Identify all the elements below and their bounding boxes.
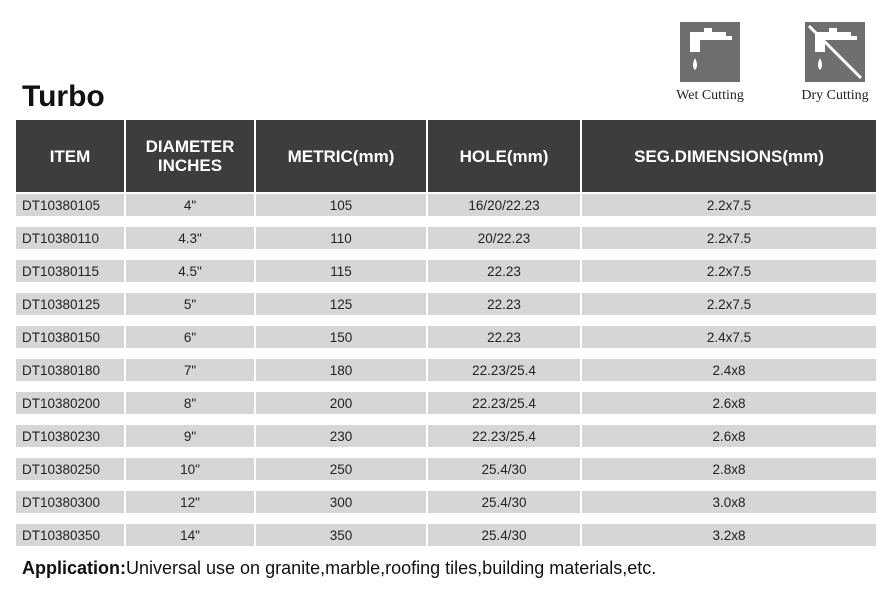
application-note [22,558,656,579]
cell-metric: 105 [254,192,426,227]
cell-item: DT10380150 [16,326,124,359]
application-label: Application: [22,558,126,578]
cell-seg-dimensions: 2.2x7.5 [580,293,876,326]
cell-item: DT10380115 [16,260,124,293]
cell-seg-dimensions: 2.2x7.5 [580,192,876,227]
cell-metric: 230 [254,425,426,458]
cell-seg-dimensions: 3.0x8 [580,491,876,524]
cell-diameter: 10" [124,458,254,491]
table-row [16,227,876,260]
cell-item: DT10380300 [16,491,124,524]
table-row [16,359,876,392]
cell-hole: 22.23 [426,326,580,359]
cell-seg-dimensions: 2.4x7.5 [580,326,876,359]
cell-diameter: 12" [124,491,254,524]
wet-cutting-badge [664,22,756,104]
cell-diameter: 4.5" [124,260,254,293]
cell-item: DT10380350 [16,524,124,557]
wet-cutting-label: Wet Cutting [676,88,744,103]
cell-hole: 22.23 [426,260,580,293]
cell-diameter: 7" [124,359,254,392]
cell-diameter: 9" [124,425,254,458]
cell-hole: 20/22.23 [426,227,580,260]
cell-seg-dimensions: 3.2x8 [580,524,876,557]
application-text: Universal use on granite,marble,roofing tiles,building materials,etc. [126,558,657,578]
cell-hole: 22.23/25.4 [426,392,580,425]
table-row [16,524,876,557]
cell-metric: 150 [254,326,426,359]
cell-diameter: 4" [124,192,254,227]
cell-seg-dimensions: 2.2x7.5 [580,260,876,293]
cell-metric: 200 [254,392,426,425]
cell-item: DT10380200 [16,392,124,425]
spec-table [16,120,876,557]
cell-item: DT10380250 [16,458,124,491]
table-row [16,260,876,293]
dry-cutting-icon [805,22,865,82]
cell-metric: 110 [254,227,426,260]
cell-metric: 125 [254,293,426,326]
cell-metric: 350 [254,524,426,557]
cell-metric: 300 [254,491,426,524]
cell-metric: 250 [254,458,426,491]
dry-cutting-label: Dry Cutting [801,88,869,103]
page-title: Turbo [22,80,105,113]
table-row [16,458,876,491]
cell-metric: 180 [254,359,426,392]
cell-seg-dimensions: 2.6x8 [580,425,876,458]
cell-item: DT10380125 [16,293,124,326]
cell-hole: 25.4/30 [426,458,580,491]
table-row [16,392,876,425]
wet-cutting-icon [680,22,740,82]
table-row [16,293,876,326]
cell-hole: 25.4/30 [426,524,580,557]
col-header-metric: METRIC(mm) [254,120,426,192]
cell-diameter: 4.3" [124,227,254,260]
table-row [16,192,876,227]
cell-item: DT10380105 [16,192,124,227]
cell-hole: 22.23/25.4 [426,425,580,458]
table-body [16,192,876,557]
table-row [16,326,876,359]
table-row [16,491,876,524]
cell-seg-dimensions: 2.6x8 [580,392,876,425]
cell-item: DT10380180 [16,359,124,392]
cell-seg-dimensions: 2.4x8 [580,359,876,392]
cell-hole: 25.4/30 [426,491,580,524]
cell-diameter: 8" [124,392,254,425]
cell-seg-dimensions: 2.2x7.5 [580,227,876,260]
cell-diameter: 5" [124,293,254,326]
col-header-item: ITEM [16,120,124,192]
cell-hole: 22.23 [426,293,580,326]
table-header-row [16,120,876,192]
cell-metric: 115 [254,260,426,293]
cell-item: DT10380110 [16,227,124,260]
table-row [16,425,876,458]
cell-seg-dimensions: 2.8x8 [580,458,876,491]
cell-diameter: 14" [124,524,254,557]
col-header-seg-dimensions: SEG.DIMENSIONS(mm) [580,120,876,192]
cell-item: DT10380230 [16,425,124,458]
col-header-hole: HOLE(mm) [426,120,580,192]
col-header-diameter: DIAMETER INCHES [124,120,254,192]
cell-hole: 16/20/22.23 [426,192,580,227]
cell-hole: 22.23/25.4 [426,359,580,392]
dry-cutting-badge [790,22,880,104]
cell-diameter: 6" [124,326,254,359]
